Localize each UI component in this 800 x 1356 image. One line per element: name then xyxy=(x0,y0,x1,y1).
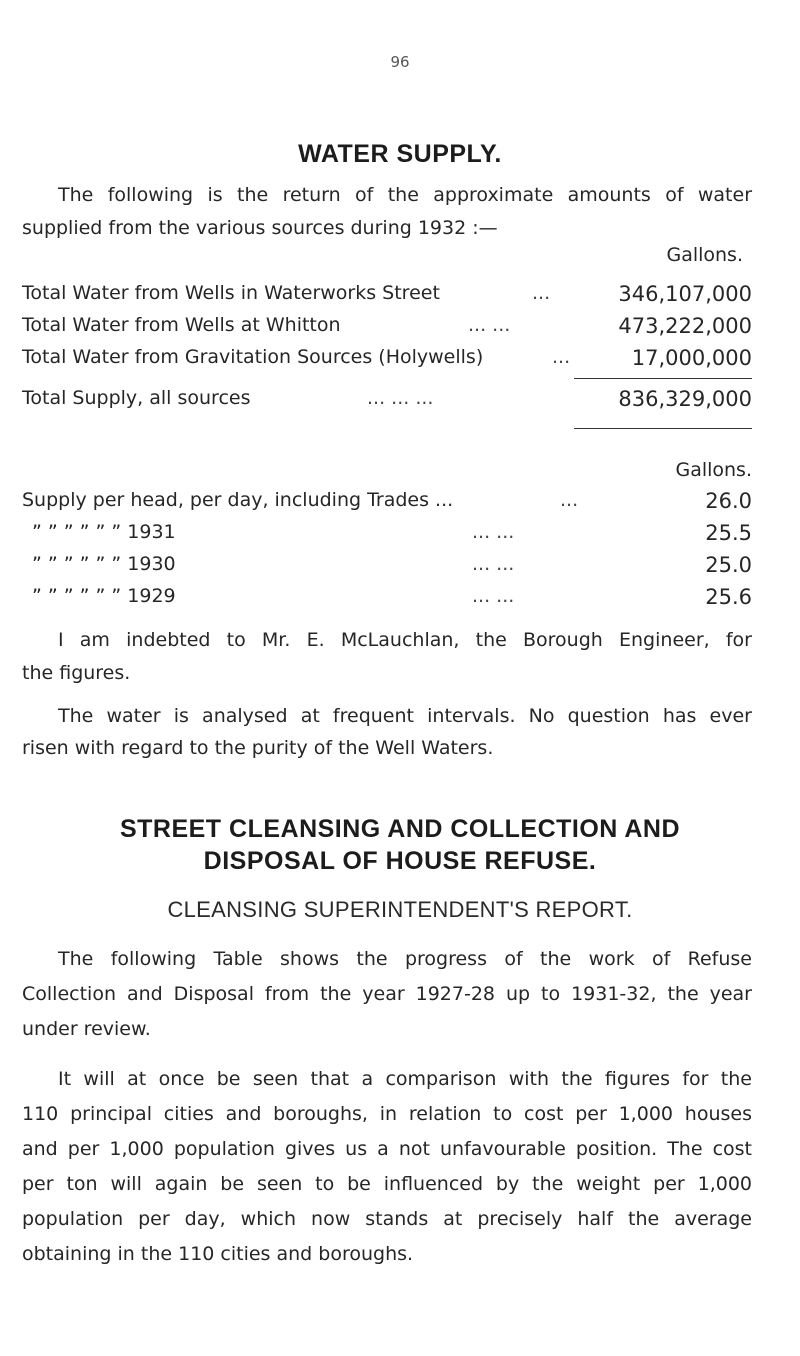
row-dots: ... ... xyxy=(472,553,515,575)
row-label: Total Water from Wells in Waterworks Street xyxy=(22,282,440,304)
sum-rule-top xyxy=(574,378,752,379)
water-supply-heading: WATER SUPPLY. xyxy=(298,140,502,168)
refuse-para2-line-3: and per 1,000 population gives us a not unfavourable position. The cost xyxy=(22,1138,752,1160)
refuse-para2-line-4: per ton will again be seen to be influenced by the weight per 1,000 xyxy=(22,1173,752,1195)
per-head-row xyxy=(22,553,752,583)
row-value: 25.0 xyxy=(705,553,752,577)
refuse-para1-line-2: Collection and Disposal from the year 1927-28 up to 1931-32, the year xyxy=(22,983,752,1005)
total-value: 836,329,000 xyxy=(618,387,752,411)
total-supply-row xyxy=(22,387,752,417)
analysed-line-1: The water is analysed at frequent intervals. No question has ever xyxy=(58,705,752,727)
page-number: 96 xyxy=(390,53,410,71)
row-label: ” ” ” ” ” ” 1929 xyxy=(32,585,176,607)
row-value: 25.6 xyxy=(705,585,752,609)
refuse-para1-line-1: The following Table shows the progress of the work of Refuse xyxy=(58,948,752,970)
row-dots: ... ... xyxy=(468,314,511,336)
row-dots: ... xyxy=(560,489,579,511)
refuse-para1-line-3: under review. xyxy=(22,1018,151,1040)
row-dots: ... ... xyxy=(472,585,515,607)
refuse-para2-line-1: It will at once be seen that a comparison with the figures for the xyxy=(58,1068,752,1090)
refuse-para2-line-5: population per day, which now stands at precisely half the average xyxy=(22,1208,752,1230)
per-head-gallons-header: Gallons. xyxy=(675,459,752,481)
per-head-row xyxy=(22,585,752,615)
gallons-header: Gallons. xyxy=(666,244,743,266)
refuse-para2-line-2: 110 principal cities and boroughs, in relation to cost per 1,000 houses xyxy=(22,1103,752,1125)
row-value: 473,222,000 xyxy=(618,314,752,338)
row-label: ” ” ” ” ” ” 1931 xyxy=(32,521,176,543)
per-head-row xyxy=(22,521,752,551)
sum-rule-bottom xyxy=(574,428,752,429)
row-value: 25.5 xyxy=(705,521,752,545)
row-value: 346,107,000 xyxy=(618,282,752,306)
water-source-row xyxy=(22,346,752,376)
row-value: 17,000,000 xyxy=(631,346,752,370)
row-label: ” ” ” ” ” ” 1930 xyxy=(32,553,176,575)
water-intro-line-2: supplied from the various sources during 1932 :— xyxy=(22,217,498,239)
row-dots: ... xyxy=(532,282,551,304)
indebted-line-1: I am indebted to Mr. E. McLauchlan, the Borough Engineer, for xyxy=(58,629,752,651)
row-dots: ... xyxy=(552,346,571,368)
row-label: Total Water from Gravitation Sources (Holywells) xyxy=(22,346,484,368)
refuse-heading-line-1: STREET CLEANSING AND COLLECTION AND xyxy=(119,815,681,843)
cleansing-report-subheading: CLEANSING SUPERINTENDENT'S REPORT. xyxy=(167,897,633,922)
water-intro-line-1: The following is the return of the approximate amounts of water xyxy=(58,184,752,206)
row-label: Supply per head, per day, including Trades ... xyxy=(22,489,454,511)
per-head-row xyxy=(22,489,752,519)
row-value: 26.0 xyxy=(705,489,752,513)
analysed-line-2: risen with regard to the purity of the Well Waters. xyxy=(22,737,494,759)
refuse-heading-line-2: DISPOSAL OF HOUSE REFUSE. xyxy=(203,847,597,875)
indebted-line-2: the figures. xyxy=(22,662,131,684)
refuse-para2-line-6: obtaining in the 110 cities and boroughs. xyxy=(22,1243,414,1265)
total-dots: ... ... ... xyxy=(367,387,434,409)
total-label: Total Supply, all sources xyxy=(22,387,251,409)
row-dots: ... ... xyxy=(472,521,515,543)
water-source-row xyxy=(22,314,752,344)
water-source-row xyxy=(22,282,752,312)
row-label: Total Water from Wells at Whitton xyxy=(22,314,341,336)
